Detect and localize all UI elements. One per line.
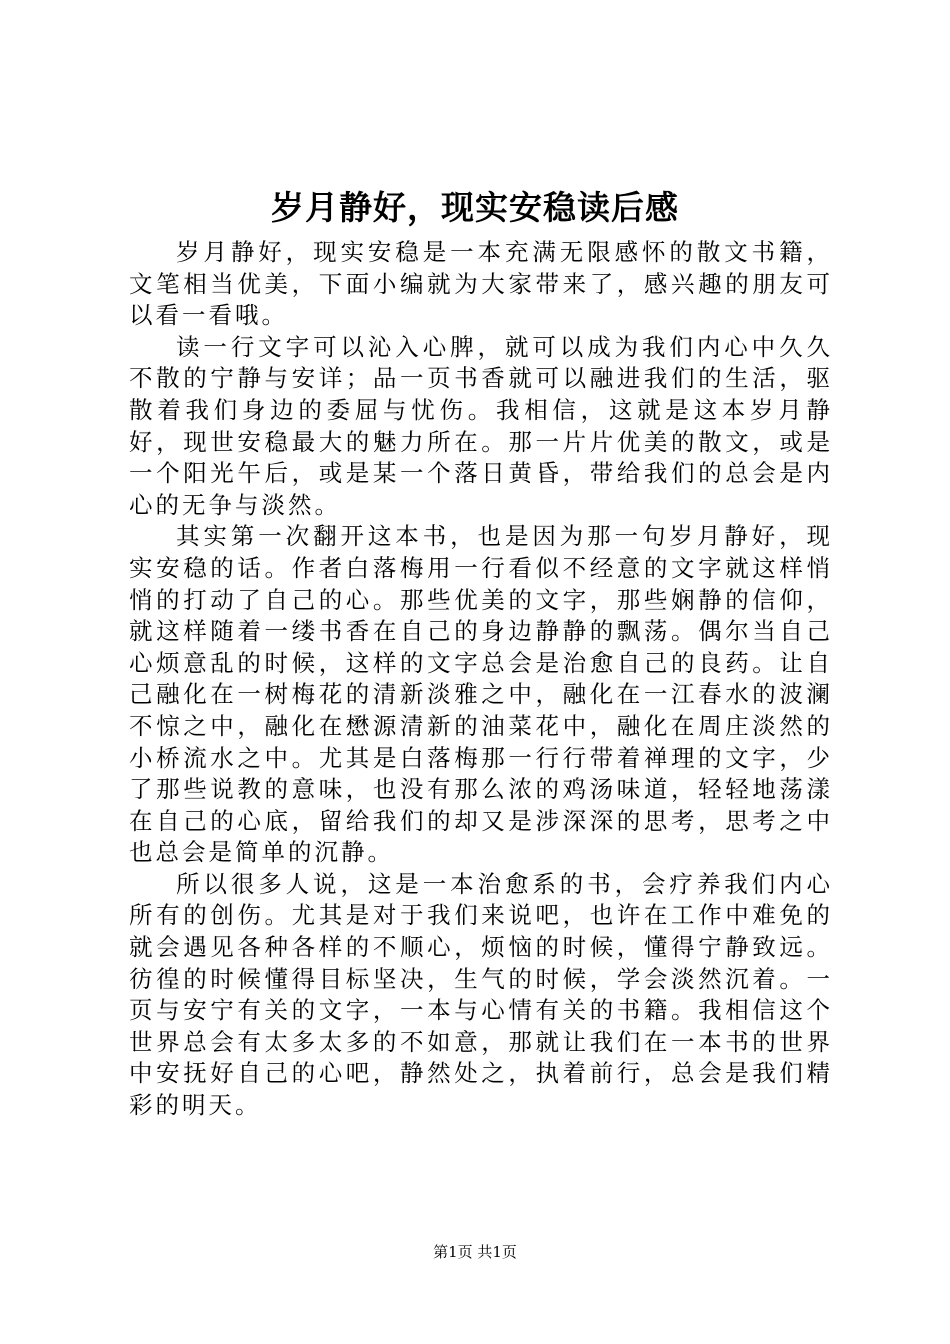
paragraph-1: 岁月静好，现实安稳是一本充满无限感怀的散文书籍，文笔相当优美，下面小编就为大家带来了，感兴趣的朋友可以看一看哦。 — [129, 238, 833, 330]
document-body — [129, 237, 833, 1122]
paragraph-4: 所以很多人说，这是一本治愈系的书，会疗养我们内心所有的创伤。尤其是对于我们来说吧，也许在工作中难免的就会遇见各种各样的不顺心，烦恼的时候，懂得宁静致远。彷徨的时候懂得目标坚决，生气的时候，学会淡然沉着。一页与安宁有关的文字，一本与心情有关的书籍。我相信这个世界总会有太多太多的不如意，那就让我们在一本书的世界中安抚好自己的心吧，静然处之，执着前行，总会是我们精彩的明天。 — [129, 869, 833, 1120]
paragraph-2: 读一行文字可以沁入心脾，就可以成为我们内心中久久不散的宁静与安详；品一页书香就可以融进我们的生活，驱散着我们身边的委屈与忧伤。我相信，这就是这本岁月静好，现世安稳最大的魅力所在。那一片片优美的散文，或是一个阳光午后，或是某一个落日黄昏，带给我们的总会是内心的无争与淡然。 — [129, 332, 833, 519]
paragraph-3: 其实第一次翻开这本书，也是因为那一句岁月静好，现实安稳的话。作者白落梅用一行看似不经意的文字就这样悄悄的打动了自己的心。那些优美的文字，那些娴静的信仰，就这样随着一缕书香在自己的身边静静的飘荡。偶尔当自己心烦意乱的时候，这样的文字总会是治愈自己的良药。让自己融化在一树梅花的清新淡雅之中，融化在一江春水的波澜不惊之中，融化在懋源清新的油菜花中，融化在周庄淡然的小桥流水之中。尤其是白落梅那一行行带着禅理的文字，少了那些说教的意味，也没有那么浓的鸡汤味道，轻轻地荡漾在自己的心底，留给我们的却又是涉深深的思考，思考之中也总会是简单的沉静。 — [129, 522, 833, 867]
document-title: 岁月静好，现实安稳读后感 — [271, 188, 679, 227]
page-footer: 第1页 共1页 — [433, 1243, 517, 1261]
